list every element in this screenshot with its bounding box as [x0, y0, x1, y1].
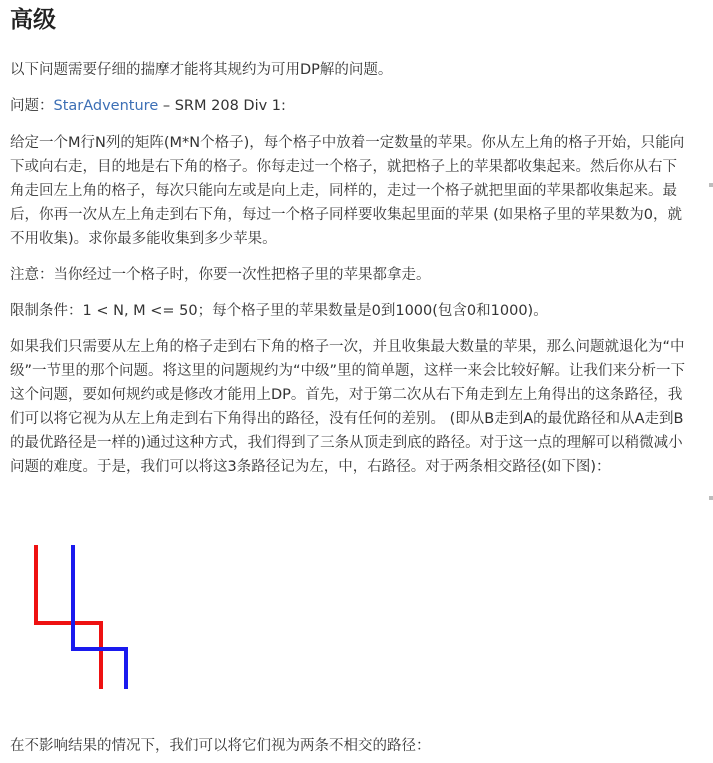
note-paragraph: 注意：当你经过一个格子时，你要一次性把格子里的苹果都拿走。	[10, 267, 431, 283]
problem-link[interactable]: StarAdventure	[53, 98, 159, 114]
analysis-paragraph: 如果我们只需要从左上角的格子走到右下角的格子一次，并且收集最大数量的苹果，那么问题就退化为“中级”一节里的那个问题。将这里的问题规约为“中级”里的简单题，这样一来会比较好解。让我们来分析一下这个问题，要如何规约或是修改才能用上DP。首先，对于第二次从右下角走到左上角得出的这条路径，我们可以将它视为从左上角走到右下角得出的路径，没有任何的差别。 (即从B走到A的最优路径和从A走到B的最优路径是一样的)通过这种方式，我们得到了三条从顶走到底的路径。对于这一点的理解可以稍微减小问题的难度。于是，我们可以将这3条路径记为左，中，右路径。对于两条相交路径(如下图)：	[10, 339, 686, 475]
description-paragraph: 给定一个M行N列的矩阵(M*N个格子)，每个格子中放着一定数量的苹果。你从左上角的格子开始，只能向下或向右走，目的地是右下角的格子。你每走过一个格子，就把格子上的苹果都收集起来。然后你从右下角走回左上角的格子，每次只能向左或是向上走，同样的，走过一个格子就把里面的苹果都收集起来。最后，你再一次从左上角走到右下角，每过一个格子同样要收集起里面的苹果 (如果格子里的苹果数为0，就不用收集)。求你最多能收集到多少苹果。	[10, 135, 685, 247]
scrollbar-track[interactable]	[709, 0, 713, 763]
intro-paragraph: 以下问题需要仔细的揣摩才能将其规约为可用DP解的问题。	[10, 62, 393, 78]
scrollbar-marker	[709, 183, 713, 187]
intersecting-paths-diagram	[10, 535, 150, 695]
article-content	[10, 0, 690, 754]
scrollbar-marker	[709, 496, 713, 500]
red-path	[36, 545, 101, 689]
limits-paragraph: 限制条件：1 < N, M <= 50；每个格子里的苹果数量是0到1000(包含0和1000)。	[10, 303, 548, 319]
problem-prefix: 问题：	[10, 98, 54, 114]
section-heading: 高级	[10, 7, 56, 33]
problem-suffix: – SRM 208 Div 1:	[158, 98, 286, 114]
after-figure-paragraph: 在不影响结果的情况下，我们可以将它们视为两条不相交的路径：	[10, 738, 431, 754]
problem-paragraph	[10, 94, 690, 118]
